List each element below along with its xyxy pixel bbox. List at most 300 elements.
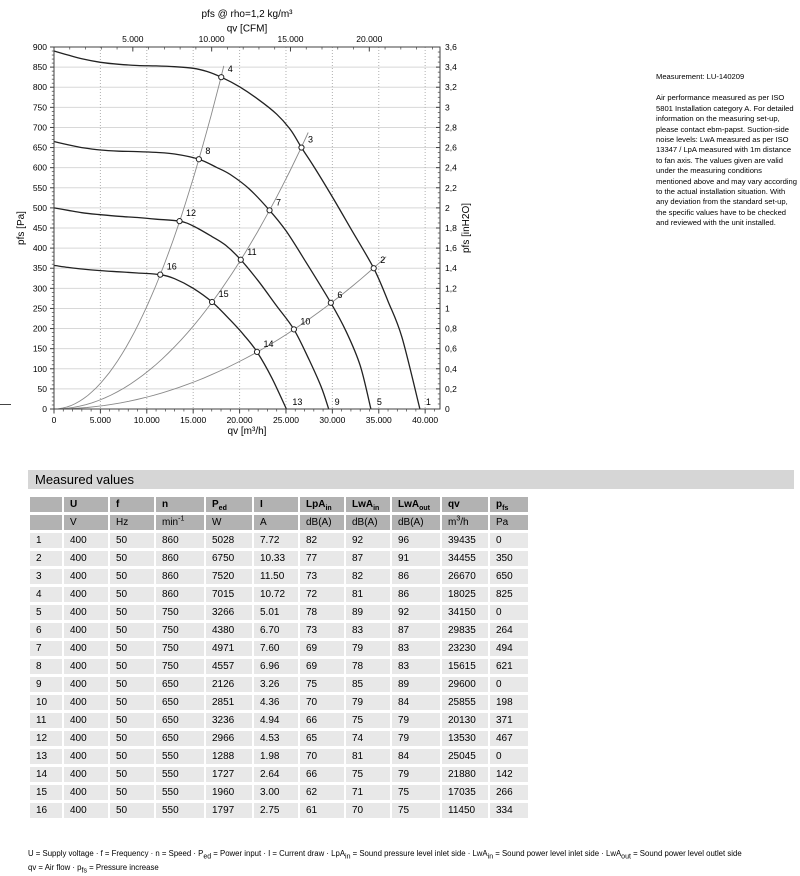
cell-LwA: 84 [392, 749, 440, 764]
chart-text: 2 [380, 255, 386, 266]
chart-text: 16 [166, 261, 177, 272]
chart-text: 450 [32, 223, 47, 233]
chart-text: 20.000 [226, 415, 253, 425]
cell-p: 0 [490, 677, 528, 692]
cell-idx: 12 [30, 731, 62, 746]
cell-n: 550 [156, 767, 204, 782]
cell-p: 0 [490, 605, 528, 620]
cell-U: 400 [64, 731, 108, 746]
cell-p: 825 [490, 587, 528, 602]
chart-text: 10.000 [133, 415, 160, 425]
chart-text: 5.000 [122, 34, 144, 44]
cell-P: 4557 [206, 659, 252, 674]
cell-I: 1.98 [254, 749, 298, 764]
chart-text: 15.000 [180, 415, 207, 425]
point-marker [158, 272, 163, 277]
cell-LwA: 81 [346, 749, 390, 764]
chart-title [201, 9, 293, 20]
cell-idx: 10 [30, 695, 62, 710]
table-row [30, 569, 528, 584]
chart-text: 2 [445, 202, 450, 213]
cell-qv: 39435 [442, 533, 488, 548]
cell-U: 400 [64, 533, 108, 548]
cell-f: 50 [110, 785, 154, 800]
cell-LwA: 75 [346, 713, 390, 728]
cell-LpA: 69 [300, 641, 344, 656]
cell-LpA: 70 [300, 695, 344, 710]
col-header: LwA$_{out}$ [392, 497, 440, 512]
measurement-disclaimer: Air performance measured as per ISO 5801 Installation category A. For detailed information on the measuring set-up, please contact ebm-papst. Suction-side noise levels: LwA measured as per ISO 13347 / LpA measured with 1m distance to fan axis. The values given are valid under the measuring conditions mentioned above and may vary according to the actual installation situation. With any deviation from the standard set-up, the specific values have to be checked and reviewed with the unit installed. [656, 93, 797, 228]
chart-text: 6 [337, 289, 343, 300]
y2-axis-title [461, 203, 472, 253]
table-row [30, 623, 528, 638]
cell-qv: 11450 [442, 803, 488, 818]
cell-I: 4.94 [254, 713, 298, 728]
cell-LwA: 91 [392, 551, 440, 566]
cell-LpA: 70 [300, 749, 344, 764]
point-marker [219, 75, 224, 80]
cell-idx: 11 [30, 713, 62, 728]
cell-LwA: 70 [346, 803, 390, 818]
point-marker [177, 219, 182, 224]
cell-LpA: 77 [300, 551, 344, 566]
col-unit: A [254, 515, 298, 530]
grid-horizontal [54, 67, 440, 389]
table-row [30, 605, 528, 620]
cell-LwA: 87 [392, 623, 440, 638]
cell-LwA: 79 [392, 767, 440, 782]
cell-U: 400 [64, 713, 108, 728]
cell-I: 2.75 [254, 803, 298, 818]
cell-f: 50 [110, 533, 154, 548]
cell-f: 50 [110, 803, 154, 818]
performance-chart [0, 0, 505, 445]
col-header: I [254, 497, 298, 512]
col-header: LpA$_{in}$ [300, 497, 344, 512]
table-row [30, 677, 528, 692]
table-row [30, 533, 528, 548]
chart-text: 1 [425, 397, 431, 407]
chart-text: 10.000 [198, 34, 225, 44]
chart-text: 900 [32, 42, 47, 52]
point-marker [267, 208, 272, 213]
cell-idx: 1 [30, 533, 62, 548]
cell-LpA: 72 [300, 587, 344, 602]
cell-I: 7.72 [254, 533, 298, 548]
col-unit: $m^3/h$ [442, 515, 488, 530]
chart-text: 0 [42, 404, 47, 414]
chart-text: 25.000 [272, 415, 299, 425]
cell-idx: 9 [30, 677, 62, 692]
cell-P: 4380 [206, 623, 252, 638]
cell-qv: 29600 [442, 677, 488, 692]
cell-qv: 25045 [442, 749, 488, 764]
system-curves [54, 66, 386, 409]
cell-P: 2126 [206, 677, 252, 692]
cell-idx: 15 [30, 785, 62, 800]
chart-text: 1,6 [445, 243, 457, 254]
table-row [30, 641, 528, 656]
cell-idx: 13 [30, 749, 62, 764]
chart-text: 700 [32, 122, 47, 133]
table-row [30, 587, 528, 602]
cell-P: 1960 [206, 785, 252, 800]
table-footnotes [28, 847, 794, 875]
cell-U: 400 [64, 551, 108, 566]
cell-p: 621 [490, 659, 528, 674]
chart-text: 350 [32, 263, 47, 274]
table-row [30, 695, 528, 710]
table-row [30, 767, 528, 782]
table-row [30, 659, 528, 674]
cell-P: 3236 [206, 713, 252, 728]
measured-values-grid [28, 494, 530, 821]
cell-f: 50 [110, 731, 154, 746]
cell-n: 550 [156, 803, 204, 818]
page-margin-dash [0, 404, 11, 405]
cell-p: 494 [490, 641, 528, 656]
cell-n: 550 [156, 785, 204, 800]
chart-text: 0 [445, 404, 450, 414]
chart-text: qv [m³/h] [227, 426, 267, 437]
chart-text: 13 [292, 397, 303, 407]
chart-text: 600 [32, 162, 47, 173]
cell-p: 350 [490, 551, 528, 566]
cell-I: 3.00 [254, 785, 298, 800]
chart-text: 7 [276, 197, 282, 208]
cell-LwA: 75 [392, 785, 440, 800]
chart-text: 8 [205, 146, 211, 157]
table-units-row [30, 515, 528, 530]
cell-qv: 25855 [442, 695, 488, 710]
cell-P: 7520 [206, 569, 252, 584]
cell-LpA: 66 [300, 713, 344, 728]
cell-n: 550 [156, 749, 204, 764]
table-row [30, 749, 528, 764]
chart-text: 30.000 [319, 415, 346, 425]
cell-idx: 5 [30, 605, 62, 620]
cell-p: 142 [490, 767, 528, 782]
cell-p: 264 [490, 623, 528, 638]
point-marker [238, 257, 243, 262]
cell-U: 400 [64, 803, 108, 818]
col-unit [30, 515, 62, 530]
cell-P: 1797 [206, 803, 252, 818]
system-curve [54, 257, 386, 409]
cell-U: 400 [64, 587, 108, 602]
cell-f: 50 [110, 569, 154, 584]
chart-text: 800 [32, 82, 47, 93]
cell-p: 0 [490, 749, 528, 764]
fan-curves [54, 51, 420, 409]
chart-text: 550 [32, 182, 47, 193]
cell-f: 50 [110, 605, 154, 620]
cell-f: 50 [110, 713, 154, 728]
cell-U: 400 [64, 641, 108, 656]
cell-LwA: 96 [392, 533, 440, 548]
cell-LwA: 86 [392, 569, 440, 584]
chart-text: 9 [334, 397, 340, 407]
chart-text: 200 [32, 323, 47, 334]
col-unit: V [64, 515, 108, 530]
cell-P: 1727 [206, 767, 252, 782]
chart-text: pfs @ rho=1,2 kg/m³ [201, 9, 293, 20]
cell-I: 4.36 [254, 695, 298, 710]
cell-P: 7015 [206, 587, 252, 602]
table-row [30, 785, 528, 800]
cell-n: 860 [156, 587, 204, 602]
chart-text: 1,4 [445, 263, 457, 274]
section-title: Measured values [35, 472, 134, 487]
cell-qv: 23230 [442, 641, 488, 656]
table-header-row [30, 497, 528, 512]
chart-text: 1,8 [445, 223, 457, 233]
chart-text: 150 [32, 343, 47, 354]
cell-LwA: 84 [392, 695, 440, 710]
chart-text: 15 [218, 289, 229, 300]
col-unit: $\min^{-1}$ [156, 515, 204, 530]
cell-I: 11.50 [254, 569, 298, 584]
cell-qv: 21880 [442, 767, 488, 782]
cell-U: 400 [64, 767, 108, 782]
cell-n: 750 [156, 623, 204, 638]
cell-idx: 4 [30, 587, 62, 602]
cell-n: 650 [156, 677, 204, 692]
cell-qv: 29835 [442, 623, 488, 638]
chart-text: pfs [inH2O] [461, 202, 472, 254]
chart-text: 1,2 [445, 283, 457, 294]
cell-LpA: 69 [300, 659, 344, 674]
cell-P: 3266 [206, 605, 252, 620]
cell-U: 400 [64, 695, 108, 710]
footnote-line: U = Supply voltage · f = Frequency · n = Speed · $P_{ed}$ = Power input · I = Current draw · LpA$_{in}$ = Sound pressure level inlet side · LwA$_{in}$ = Sound power level inlet side · LwA$_{out}$ = Sound power level outlet side [28, 849, 742, 861]
measurement-id: Measurement: LU-140209 [656, 72, 745, 81]
cell-LwA: 79 [346, 695, 390, 710]
chart-text: 50 [37, 383, 47, 394]
cell-idx: 7 [30, 641, 62, 656]
cell-I: 10.33 [254, 551, 298, 566]
cell-qv: 20130 [442, 713, 488, 728]
chart-text: 500 [32, 202, 47, 213]
x-axis-title [228, 426, 267, 437]
cell-qv: 26670 [442, 569, 488, 584]
col-header: $P_{ed}$ [206, 497, 252, 512]
cell-LpA: 62 [300, 785, 344, 800]
measured-values-header [28, 470, 794, 489]
chart-text: 0,2 [445, 383, 457, 394]
cell-I: 2.64 [254, 767, 298, 782]
cell-f: 50 [110, 767, 154, 782]
cell-I: 6.70 [254, 623, 298, 638]
chart-text: 3 [445, 102, 450, 113]
cell-U: 400 [64, 785, 108, 800]
chart-text: 300 [32, 283, 47, 294]
col-unit: W [206, 515, 252, 530]
point-marker [291, 327, 296, 332]
chart-text: 100 [32, 363, 47, 374]
cell-LwA: 71 [346, 785, 390, 800]
cell-p: 198 [490, 695, 528, 710]
chart-text: 12 [186, 208, 197, 219]
cell-P: 2851 [206, 695, 252, 710]
chart-text: 0,6 [445, 343, 457, 354]
chart-text: 5.000 [89, 415, 112, 425]
chart-text: 400 [32, 243, 47, 254]
cell-f: 50 [110, 623, 154, 638]
chart-text: 3 [307, 134, 313, 145]
chart-text: 3,4 [445, 62, 457, 73]
cell-P: 2966 [206, 731, 252, 746]
cell-n: 750 [156, 641, 204, 656]
cell-U: 400 [64, 623, 108, 638]
chart-text: 250 [32, 303, 47, 314]
cell-LpA: 61 [300, 803, 344, 818]
cell-idx: 6 [30, 623, 62, 638]
cell-P: 4971 [206, 641, 252, 656]
point-marker [299, 145, 304, 150]
cell-n: 650 [156, 731, 204, 746]
cell-P: 6750 [206, 551, 252, 566]
cell-I: 4.53 [254, 731, 298, 746]
cell-p: 650 [490, 569, 528, 584]
cell-LpA: 78 [300, 605, 344, 620]
cell-f: 50 [110, 641, 154, 656]
cell-LpA: 73 [300, 569, 344, 584]
cell-LpA: 66 [300, 767, 344, 782]
chart-text: 3,6 [445, 42, 457, 52]
cell-p: 266 [490, 785, 528, 800]
cell-I: 6.96 [254, 659, 298, 674]
cell-idx: 16 [30, 803, 62, 818]
cell-f: 50 [110, 695, 154, 710]
point-marker [209, 299, 214, 304]
chart-text: pfs [Pa] [16, 211, 27, 245]
chart-text: 11 [247, 246, 257, 257]
chart-text: 0 [51, 415, 57, 425]
cell-LwA: 89 [346, 605, 390, 620]
table-row [30, 713, 528, 728]
chart-text: 35.000 [365, 415, 392, 425]
cell-LwA: 83 [392, 641, 440, 656]
cell-p: 371 [490, 713, 528, 728]
cell-LwA: 92 [346, 533, 390, 548]
fan-curve [54, 51, 420, 409]
cell-I: 7.60 [254, 641, 298, 656]
cell-U: 400 [64, 749, 108, 764]
operating-points [158, 64, 431, 407]
top-axis-title [227, 24, 268, 35]
cell-qv: 34455 [442, 551, 488, 566]
col-header: LwA$_{in}$ [346, 497, 390, 512]
cell-p: 467 [490, 731, 528, 746]
chart-text: 5 [376, 397, 382, 407]
cell-idx: 8 [30, 659, 62, 674]
cell-qv: 15615 [442, 659, 488, 674]
measurement-notes [656, 72, 797, 229]
cell-LwA: 86 [392, 587, 440, 602]
col-unit: Hz [110, 515, 154, 530]
chart-text: 15.000 [277, 34, 304, 44]
table-row [30, 803, 528, 818]
chart-text: 0,4 [445, 363, 457, 374]
system-curve [54, 66, 224, 409]
chart-text: 20.000 [356, 34, 383, 44]
cell-p: 334 [490, 803, 528, 818]
cell-n: 650 [156, 695, 204, 710]
col-header: n [156, 497, 204, 512]
cell-P: 1288 [206, 749, 252, 764]
chart-text: 2,6 [445, 142, 457, 153]
cell-LwA: 78 [346, 659, 390, 674]
cell-LwA: 92 [392, 605, 440, 620]
chart-text: 3,2 [445, 82, 457, 93]
cell-LpA: 82 [300, 533, 344, 548]
cell-U: 400 [64, 677, 108, 692]
cell-f: 50 [110, 659, 154, 674]
cell-LwA: 85 [346, 677, 390, 692]
table-row [30, 551, 528, 566]
chart-text: 650 [32, 142, 47, 153]
chart-text: qv [CFM] [226, 23, 268, 35]
fan-curve [54, 265, 286, 409]
cell-LwA: 79 [392, 731, 440, 746]
chart-text: 2,8 [445, 122, 457, 133]
footnote-line: qv = Air flow · $p_{fs}$ = Pressure increase [28, 863, 159, 875]
chart-text: 850 [32, 62, 47, 73]
cell-I: 3.26 [254, 677, 298, 692]
cell-idx: 14 [30, 767, 62, 782]
chart-text: 1 [445, 303, 450, 314]
col-header: U [64, 497, 108, 512]
col-header: qv [442, 497, 488, 512]
cell-f: 50 [110, 587, 154, 602]
point-marker [328, 300, 333, 305]
cell-U: 400 [64, 569, 108, 584]
cell-LwA: 83 [392, 659, 440, 674]
point-marker [371, 266, 376, 271]
cell-qv: 18025 [442, 587, 488, 602]
cell-I: 5.01 [254, 605, 298, 620]
col-unit: dB(A) [392, 515, 440, 530]
cell-LwA: 83 [346, 623, 390, 638]
cell-n: 860 [156, 569, 204, 584]
cell-idx: 2 [30, 551, 62, 566]
cell-qv: 17035 [442, 785, 488, 800]
cell-qv: 13530 [442, 731, 488, 746]
cell-U: 400 [64, 605, 108, 620]
cell-LwA: 87 [346, 551, 390, 566]
air-performance-curve-svg [0, 0, 505, 445]
cell-n: 860 [156, 551, 204, 566]
tick-labels [33, 34, 457, 425]
cell-f: 50 [110, 551, 154, 566]
col-header: $p_{fs}$ [490, 497, 528, 512]
cell-idx: 3 [30, 569, 62, 584]
cell-LpA: 73 [300, 623, 344, 638]
point-marker [196, 157, 201, 162]
col-unit: Pa [490, 515, 528, 530]
chart-text: 4 [227, 64, 233, 75]
chart-text: 10 [300, 316, 311, 327]
cell-LpA: 65 [300, 731, 344, 746]
cell-n: 860 [156, 533, 204, 548]
cell-LwA: 75 [392, 803, 440, 818]
cell-I: 10.72 [254, 587, 298, 602]
chart-text: 14 [263, 338, 274, 349]
col-unit: dB(A) [346, 515, 390, 530]
cell-f: 50 [110, 677, 154, 692]
chart-text: 2,2 [445, 182, 457, 193]
